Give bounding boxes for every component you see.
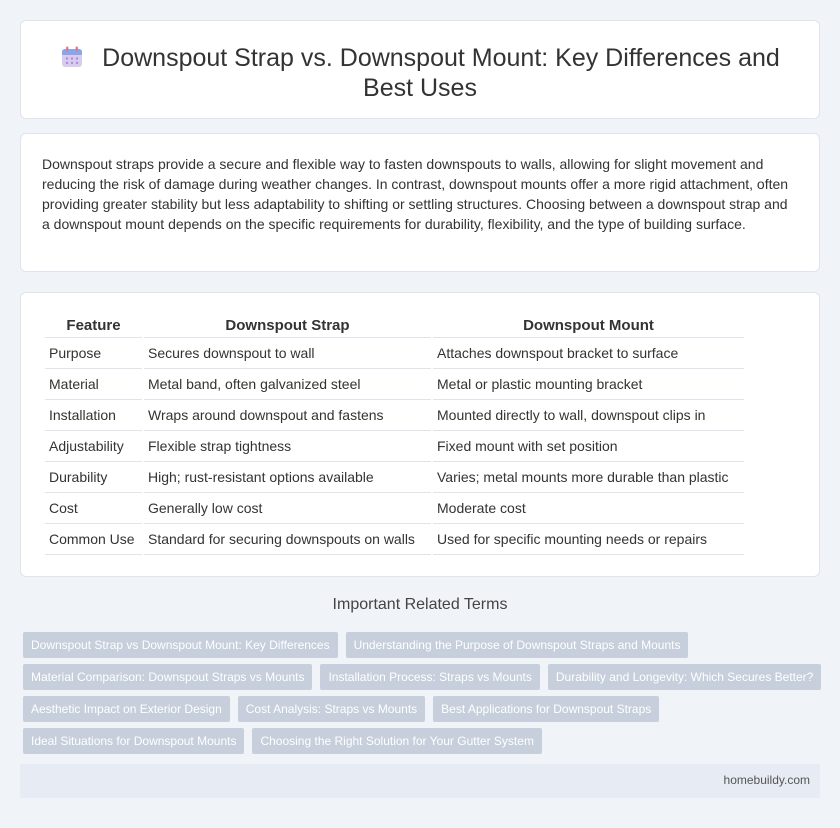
comparison-table-card — [20, 292, 820, 577]
table-cell-mount: Metal or plastic mounting bracket — [433, 369, 744, 400]
table-cell-feature: Durability — [45, 462, 142, 493]
table-header-row — [45, 314, 744, 338]
title-wrap — [21, 43, 819, 103]
tag-row — [23, 632, 823, 658]
related-term-tag[interactable]: Durability and Longevity: Which Secures Better? — [548, 664, 821, 690]
related-terms-tags — [23, 632, 823, 760]
table-row — [45, 369, 744, 400]
table-cell-strap: Wraps around downspout and fastens — [144, 400, 431, 431]
table-row — [45, 400, 744, 431]
related-term-tag[interactable]: Downspout Strap vs Downspout Mount: Key Differences — [23, 632, 338, 658]
tag-row — [23, 664, 823, 690]
table-cell-strap: Standard for securing downspouts on walls — [144, 524, 431, 555]
comparison-table — [43, 314, 746, 555]
table-cell-mount: Mounted directly to wall, downspout clips in — [433, 400, 744, 431]
table-cell-mount: Attaches downspout bracket to surface — [433, 338, 744, 369]
related-term-tag[interactable]: Material Comparison: Downspout Straps vs Mounts — [23, 664, 312, 690]
table-cell-mount: Varies; metal mounts more durable than plastic — [433, 462, 744, 493]
table-row — [45, 524, 744, 555]
table-cell-strap: High; rust-resistant options available — [144, 462, 431, 493]
footer — [20, 764, 820, 798]
table-cell-feature: Common Use — [45, 524, 142, 555]
table-row — [45, 493, 744, 524]
table-cell-feature: Material — [45, 369, 142, 400]
related-term-tag[interactable]: Best Applications for Downspout Straps — [433, 696, 659, 722]
related-terms-heading: Important Related Terms — [332, 596, 508, 613]
table-cell-strap: Flexible strap tightness — [144, 431, 431, 462]
header-downspout-mount: Downspout Mount — [433, 314, 744, 338]
table-cell-strap: Secures downspout to wall — [144, 338, 431, 369]
header-downspout-strap: Downspout Strap — [144, 314, 431, 338]
header-feature: Feature — [45, 314, 142, 338]
related-term-tag[interactable]: Installation Process: Straps vs Mounts — [320, 664, 539, 690]
page-title-text: Downspout Strap vs. Downspout Mount: Key Differences and Best Uses — [102, 44, 780, 102]
table-cell-mount: Used for specific mounting needs or repairs — [433, 524, 744, 555]
page-title — [41, 43, 799, 103]
header-card — [20, 20, 820, 119]
tag-row — [23, 728, 823, 754]
table-row — [45, 462, 744, 493]
calendar-icon — [60, 45, 84, 69]
intro-paragraph: Downspout straps provide a secure and flexible way to fasten downspouts to walls, allowing for slight movement and reducing the risk of damage during weather changes. In contrast, downspout mounts offer a more rigid attachment, often providing greater stability but less adaptability to shifting or settling structures. Choosing between a downspout strap and a downspout mount depends on the specific requirements for durability, flexibility, and the type of building surface. — [42, 156, 789, 232]
related-terms-section — [0, 596, 840, 614]
table-cell-mount: Fixed mount with set position — [433, 431, 744, 462]
related-term-tag[interactable]: Aesthetic Impact on Exterior Design — [23, 696, 230, 722]
intro-card — [20, 133, 820, 272]
related-term-tag[interactable]: Choosing the Right Solution for Your Gutter System — [252, 728, 542, 754]
related-term-tag[interactable]: Cost Analysis: Straps vs Mounts — [238, 696, 425, 722]
table-cell-feature: Installation — [45, 400, 142, 431]
table-row — [45, 431, 744, 462]
table-row — [45, 338, 744, 369]
related-term-tag[interactable]: Ideal Situations for Downspout Mounts — [23, 728, 244, 754]
related-term-tag[interactable]: Understanding the Purpose of Downspout Straps and Mounts — [346, 632, 689, 658]
footer-site-link[interactable]: homebuildy.com — [723, 773, 810, 787]
table-cell-strap: Metal band, often galvanized steel — [144, 369, 431, 400]
table-cell-mount: Moderate cost — [433, 493, 744, 524]
table-cell-feature: Adjustability — [45, 431, 142, 462]
table-cell-feature: Cost — [45, 493, 142, 524]
tag-row — [23, 696, 823, 722]
table-cell-feature: Purpose — [45, 338, 142, 369]
table-cell-strap: Generally low cost — [144, 493, 431, 524]
